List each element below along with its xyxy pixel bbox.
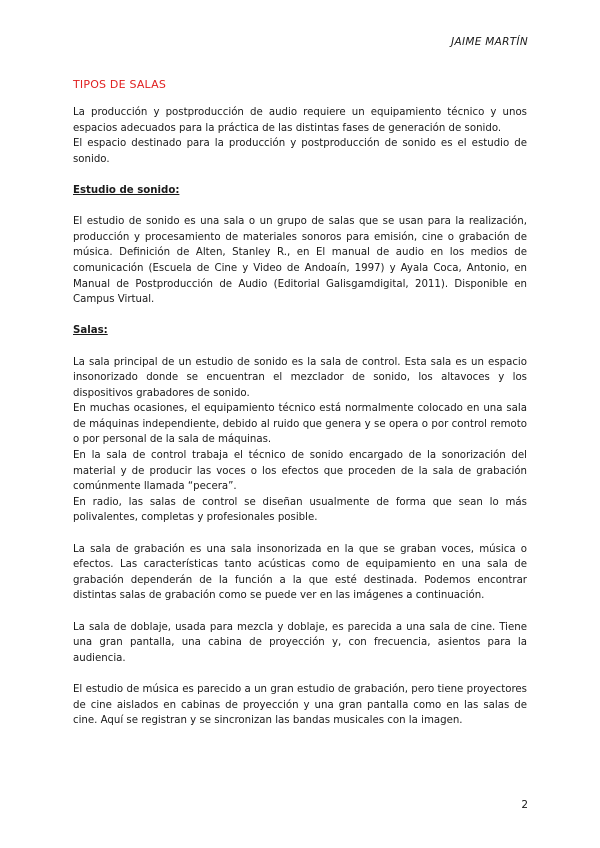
intro-paragraph-1: La producción y postproducción de audio requiere un equipamiento técnico y unos espacios adecuados para la práctica de las distintas fases de generación de sonido. [73,107,527,134]
estudio-paragraph: El estudio de sonido es una sala o un grupo de salas que se usan para la realización, producción y procesamiento de materiales sonoros para emisión, cine o grabación de música. Definición de Alten, Stanley R., en El manual de audio en los medios de comunicación (Escuela de Cine y Video de Andoaín, 1997) y Ayala Coca, Antonio, en Manual de Postproducción de Audio (Editorial Galisgamdigital, 2011). Disponible en Campus Virtual. [73,216,527,306]
estudio-heading: Estudio de sonido: [73,184,180,196]
page-number: 2 [521,799,528,811]
spacer [73,339,527,355]
control-paragraph-2: En muchas ocasiones, el equipamiento técnico está normalmente colocado en una sala de máquinas independiente, debido al ruido que genera y se opera o por control remoto o por personal de la sala de máquinas. [73,403,527,446]
document-body [73,78,527,729]
salas-heading: Salas: [73,325,108,337]
control-paragraph-1: La sala principal de un estudio de sonido es la sala de control. Esta sala es un espacio insonorizado donde se encuentran el mezclador de sonido, los altavoces y los dispositivos grabadores de sonido. [73,356,527,399]
spacer [73,167,527,183]
spacer [73,308,527,324]
control-paragraph-3: En la sala de control trabaja el técnico de sonido encargado de la sonorización del material y de producir las voces o los efectos que proceden de la sala de grabación comúnmente llamada “pecera”. [73,450,527,493]
section-title: TIPOS DE SALAS [73,78,167,91]
control-paragraph-4: En radio, las salas de control se diseñan usualmente de forma que sean lo más polivalentes, completas y profesionales posible. [73,496,527,524]
spacer [73,666,527,682]
doblaje-paragraph: La sala de doblaje, usada para mezcla y doblaje, es parecida a una sala de cine. Tiene una gran pantalla, una cabina de proyección y, con frecuencia, asientos para la audiencia. [73,621,527,664]
spacer [73,604,527,620]
musica-paragraph: El estudio de música es parecido a un gran estudio de grabación, pero tiene proyectores de cine aislados en cabinas de proyección y una gran pantalla como en las salas de cine. Aquí se registran y se sincronizan las bandas musicales con la imagen. [73,683,527,727]
spacer [73,526,527,542]
grabacion-paragraph: La sala de grabación es una sala insonorizada en la que se graban voces, música o efectos. Las características tanto acústicas como de equipamiento en una sala de grabación dependerán de la función a la que esté destinada. Podemos encontrar distintas salas de grabación como se puede ver en las imágenes a continuación. [73,543,527,602]
header-author: JAIME MARTÍN [451,36,528,48]
spacer [73,199,527,215]
intro-paragraph-2: El espacio destinado para la producción y postproducción de sonido es el estudio de sonido. [73,138,527,165]
